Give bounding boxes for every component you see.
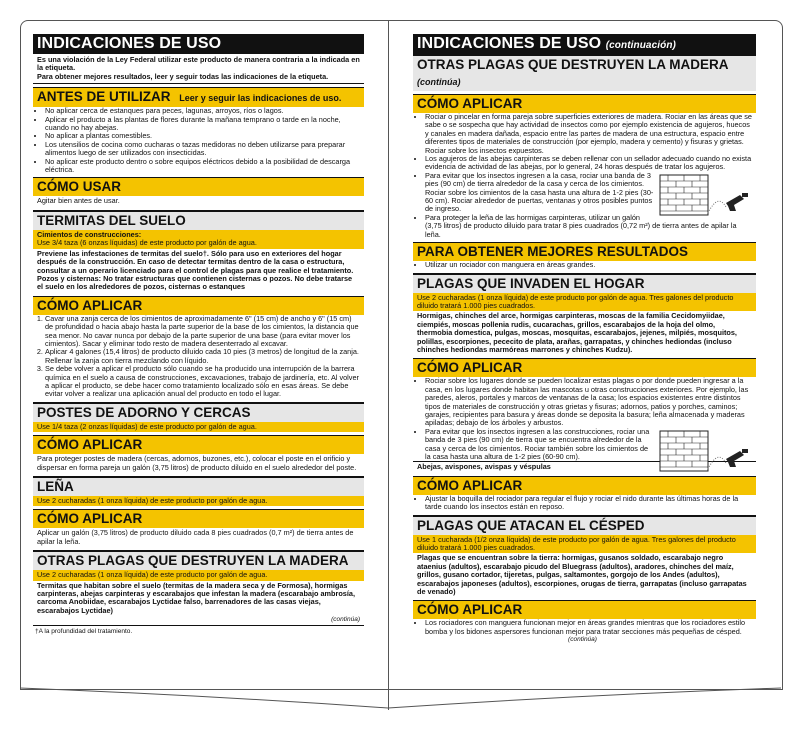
section-header-como-aplicar: CÓMO APLICAR [33,296,364,315]
section-header-otras-plagas: OTRAS PLAGAS QUE DESTRUYEN LA MADERA [33,550,364,570]
section-header-invaden: PLAGAS QUE INVADEN EL HOGAR [413,273,756,293]
termitas-desc: Previene las infestaciones de termitas del suelo†. Sólo para uso en exteriores del hogar después de la construcción. En caso de detectar termitas dentro de la casa o estructura, consultar a un operario licenciado para el control de plagas para que realice el tratamiento. Pozos y cisternas: No tratar estructuras que contienen cisternas o pozos. No debe tratarse el suelo en los alrededores de pozos, cisternas o estanques [37,248,354,292]
intro-line: Es una violación de la Ley Federal utilizar este producto de manera contraria a la indicada en la etiqueta. [37,55,360,73]
section-subtitle: Leer y seguir las indicaciones de uso. [179,93,342,104]
list-item-text: Para evitar que los insectos ingresen a las construcciones, rociar una banda de 3 pies (90 cm) de tierra que se encuentra alrededor de la casa y cerca de los cimientos. Rociar también sobre los cimientos de la casa hasta una altura de 1-2 pies (60-90 cm). [425,426,650,461]
list-item-text: Para evitar que los insectos ingresen a la casa, rociar una banda de 3 pies (90 cm) de tierra alrededor de la casa y cerca de los cimientos. Rociar sobre los cimientos de la casa hasta una altura de 1-2 pies (30-60 cm). Rociar alrededor de puertas, ventanas y otros posibles puntos de ingreso. [425,170,654,214]
invaden-text: Hormigas, chinches del arce, hormigas carpinteras, moscas de la familia Cecidomyiidae, ciempiés, moscas pollenia rudis, cucarachas, grillos, escarabajos de la hoja del olmo, thermobia domestica, pulgas, moscas, mosquitas, escarabajos, jejenes, milpiés, mosquitos, polillas, escorpiones, pececito de plata, arañas, garrapatas, y chinches hediondas (incluso chinches hediondas marmóreas marrones y chinches Kudzu). [417,311,737,354]
section-header-otras-plagas [413,56,756,91]
abejas-heading: Abejas, avispones, avispas y véspulas [413,461,756,472]
step-item: 2. Aplicar 4 galones (15,4 litros) de producto diluido cada 10 pies (3 metros) de longitud de la zanja. Rellenar la zanja con tierra mezclando con líquido. [45,348,360,365]
main-title: INDICACIONES DE USO [33,34,364,54]
postes-rate: Use 1/4 taza (2 onzas líquidas) de este producto por galón de agua. [33,422,364,432]
aplicar-list [413,495,756,512]
list-item: • Rociar sobre los lugares donde se pueden localizar estas plagas o por donde pueden ingresar a la casa, en los lugares donde habitan las mascotas u otras construcciones exteriores. Por ejemplo, las paredes, aleros, portales y marcos de ventanas de la casa; los espacios existentes entre distintos tipos de materiales de construcción y otras grietas y fisuras; adornos, patios y porches, caminos; garajes, recipientes para basura y áreas donde se deposita la basura; leña almacenada y maderas apiladas; debajo de los árboles y arbustos. [425,377,752,427]
house-spray-illustration [658,429,750,473]
list-item [425,428,752,462]
section-header-cesped: PLAGAS QUE ATACAN EL CÉSPED [413,515,756,535]
main-title-text: INDICACIONES DE USO [417,35,602,52]
section-header-como-usar: CÓMO USAR [33,177,364,196]
section-header-como-aplicar: CÓMO APLICAR [413,94,756,113]
fold-line [388,20,389,710]
section-title: ANTES DE UTILIZAR [37,89,171,105]
section-header-postes: POSTES DE ADORNO Y CERCAS [33,402,364,422]
section-header-como-aplicar: CÓMO APLICAR [413,600,756,619]
como-usar-text: Agitar bien antes de usar. [37,196,120,206]
label-bottom-curve [0,640,800,729]
list-item: • No aplicar este producto dentro o sobre equipos eléctricos debido a la posibilidad de descarga eléctrica. [45,158,360,175]
continua-note: (continúa) [568,636,597,644]
aplicar-list [413,377,756,461]
postes-text: Para proteger postes de madera (cercas, adornos, buzones, etc.), colocar el poste en el orificio y dispersar en forma pareja un galón (3,75 litros) de producto diluido en el suelo alrededor del poste. [37,454,357,472]
intro [33,54,364,84]
list-item: • Para proteger la leña de las hormigas carpinteras, utilizar un galón (3,75 litros) de producto diluido para tratar 8 pies cuadrados (0,72 m²) de tierra antes de apilar la leña. [425,214,752,239]
termitas-rate [33,230,364,249]
rate-title: Cimientos de construcciones: [37,229,142,239]
section-title: OTRAS PLAGAS QUE DESTRUYEN LA MADERA [417,57,729,72]
house-spray-illustration [658,173,750,217]
list-item: • Ajustar la boquilla del rociador para regular el flujo y rociar el nido durante las últimas horas de la tarde cuando los insectos están en reposo. [425,495,752,512]
cesped-text: Plagas que se encuentran sobre la tierra: hormigas, gusanos soldado, escarabajo negro ataenius (adultos), escarabajo picudo del Bluegrass (adultos), aradores, chinches del maíz, grillos, gusano cortador, tijeretas, pulgas, saltamontes, gorgojo de los Andes (adultos), escarabajos japoneses (adultos), escorpiones, orugas de tierra, garrapatas (incluso garrapatas de venado) [417,553,747,597]
mejores-list [413,261,756,269]
section-cont: (continúa) [417,77,461,87]
main-title [413,34,756,56]
intro-line: Para obtener mejores resultados, leer y seguir todas las indicaciones de la etiqueta. [37,71,329,81]
section-header-mejores: PARA OBTENER MEJORES RESULTADOS [413,242,756,261]
section-header-lena: LEÑA [33,476,364,496]
continua-note: (continúa) [331,616,360,624]
main-title-cont: (continuación) [605,40,676,51]
left-panel [33,34,364,637]
otras-rate: Use 2 cucharadas (1 onza líquida) de este producto por galón de agua. [33,570,364,580]
list-item: • Los utensilios de cocina como cucharas o tazas medidoras no deben utilizarse para preparar alimentos luego de ser utilizados con insecticidas. [45,141,360,158]
aplicar-list [413,619,756,636]
invaden-rate: Use 2 cucharadas (1 onza líquida) de este producto por galón de agua. Tres galones del producto diluido tratará 1.000 pies cuadrados. [413,293,756,312]
rate-text: Use 3/4 taza (6 onzas líquidas) de este producto por galón de agua. [37,238,257,248]
section-header-antes [33,87,364,107]
footnote: †A la profundidad del tratamiento. [33,625,364,637]
right-panel [413,34,756,643]
list-item: • Los rociadores con manguera funcionan mejor en áreas grandes mientras que los rociadores estilo bomba y los bidones aspersores funcionan mejor para tratar secciones más pequeñas de césped. [425,619,752,636]
section-header-termitas: TERMITAS DEL SUELO [33,210,364,230]
list-item: • No aplicar cerca de estanques para peces, lagunas, arroyos, ríos o lagos. [45,107,360,115]
list-item: • Aplicar el producto a las plantas de flores durante la mañana temprano o tarde en la noche, cuando no hay abejas. [45,116,360,133]
list-item: • Rociar o pincelar en forma pareja sobre superficies exteriores de madera. Rociar en las áreas que se sabe o se sospecha que hay actividad de insectos como por ejemplo existencia de agujeros, huecos y canales en madera dañada, espacio entre las partes de madera de una estructura, espacio entre diferentes tipos de materiales de construcción (por ejemplo, madera y cemento) y fisuras y grietas. Rociar sobre los insectos expuestos. [425,113,752,155]
section-header-como-aplicar: CÓMO APLICAR [33,509,364,528]
antes-list [33,107,364,174]
list-item: • Los agujeros de las abejas carpinteras se deben rellenar con un sellador adecuado cuando no exista evidencia de actividad de las abejas, por lo general, 24 horas después de tratar los agujeros. [425,155,752,172]
lena-rate: Use 2 cucharadas (1 onza líquida) de este producto por galón de agua. [33,496,364,506]
lena-text: Aplicar un galón (3,75 litros) de producto diluido cada 8 pies cuadrados (0,7 m²) de tierra antes de apilar la leña. [37,528,354,546]
list-item [425,172,752,214]
list-item: • No aplicar a plantas comestibles. [45,132,360,140]
section-header-como-aplicar: CÓMO APLICAR [413,476,756,495]
aplicar-steps [33,315,364,399]
otras-text: Termitas que habitan sobre el suelo (termitas de la madera seca y de Formosa), hormigas carpinteras, abejas carpinteras y escarabajos que infestan la madera (escarabajo ambrosía, carcoma Anobiidae, escarabajos Lyctidae falso, barrenadores de las casas viejas, escarabajos Lyctidae) [37,580,355,615]
step-item: 1. Cavar una zanja cerca de los cimientos de aproximadamente 6" (15 cm) de ancho y 6" (15 cm) de profundidad o hacia abajo hasta la parte superior de la base de los cimientos, la distancia que sea menor. No cavar nunca por debajo de la parte superior de una base (para evitar mover los cimientos). Sacar y eliminar todo resto de madera desenterrado al excavar. [45,315,360,349]
section-header-como-aplicar: CÓMO APLICAR [33,435,364,454]
list-item: • Utilizar un rociador con manguera en áreas grandes. [425,261,752,269]
section-header-como-aplicar: CÓMO APLICAR [413,358,756,377]
aplicar-list [413,113,756,239]
step-item: 3. Se debe volver a aplicar el producto sólo cuando se ha producido una interrupción de la barrera química en el suelo a causa de construcciones, excavaciones, trabajo de jardinería, etc. Al volver a aplicar el producto, se debe hacer como tratamiento localizado sólo en esas áreas. Se debe evitar volver a realizar una aplicación anual del producto en todo el lugar. [45,365,360,399]
cesped-rate: Use 1 cucharada (1/2 onza líquida) de este producto por galón de agua. Tres galones del producto diluido tratará 1.000 pies cuadrados. [413,535,756,554]
